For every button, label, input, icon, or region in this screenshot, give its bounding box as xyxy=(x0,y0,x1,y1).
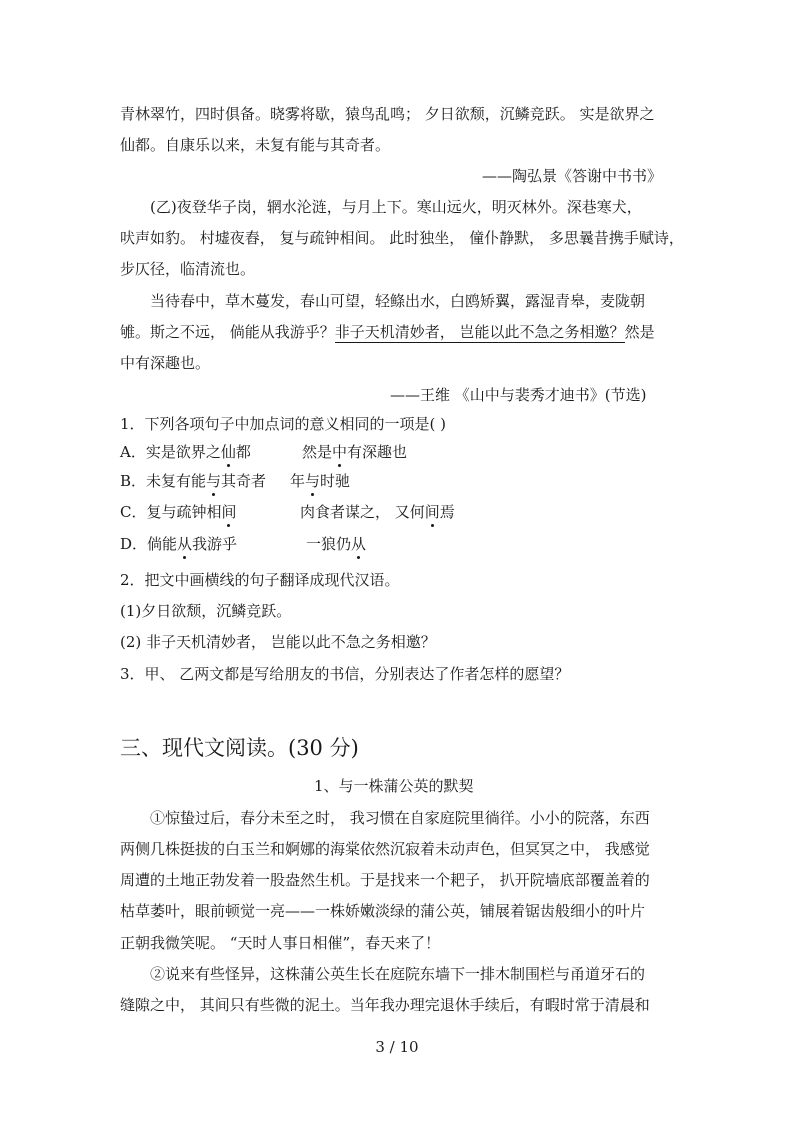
article-p2-line-2: 缝隙之中， 其间只有些微的泥土。当年我办理完退休手续后，有暇时常于清晨和 xyxy=(120,996,650,1014)
jia-source: ——陶弘景《答谢中书书》 xyxy=(482,167,663,185)
yi-line-1: (乙)夜登华子岗，辋水沦涟，与月上下。寒山远火，明灭林外。深巷寒犬， xyxy=(150,198,642,216)
section-heading: 三、现代文阅读。(30 分) xyxy=(120,736,359,760)
page-number: 3 / 10 xyxy=(375,1038,419,1056)
yi-source: ——王维 《山中与裴秀才迪书》(节选) xyxy=(390,386,647,404)
option-b-left xyxy=(120,471,266,491)
option-a-left xyxy=(120,442,251,462)
option-a2-dotted-char: 中 xyxy=(332,443,348,461)
article-title: 1、与一株蒲公英的默契 xyxy=(314,777,474,795)
option-d-dotted-char: 从 xyxy=(177,535,193,553)
yi-line-2: 吠声如豹。 村墟夜舂， 复与疏钟相间。 此时独坐， 僮仆静默， 多思曩昔携手赋诗， xyxy=(120,229,684,247)
option-d2-text: 一狼仍 xyxy=(306,535,352,553)
question-3: 3．甲、 乙两文都是写给朋友的书信，分别表达了作者怎样的愿望？ xyxy=(120,665,570,683)
article-p1-line-1: ①惊蛰过后，春分未至之时， 我习惯在自家庭院里徜徉。小小的院落，东西 xyxy=(150,809,650,827)
option-c-text: C．复与疏钟相 xyxy=(120,503,222,521)
option-b-text-end: 其奇者 xyxy=(221,472,267,490)
option-d-right xyxy=(306,534,366,554)
option-b2-dotted-char: 与 xyxy=(305,472,321,490)
question-1: 1．下列各项句子中加点词的意义相同的一项是( ) xyxy=(120,415,447,433)
jia-line-1: 青林翠竹，四时俱备。晓雾将歇，猿鸟乱鸣； 夕日欲颓，沉鳞竞跃。 实是欲界之 xyxy=(120,105,655,123)
option-d-text-end: 我游乎 xyxy=(192,535,238,553)
underlined-sentence: 非子天机清妙者， 岂能以此不急之务相邀？ xyxy=(334,323,625,341)
option-c-right xyxy=(300,502,455,522)
option-b2-text-end: 时驰 xyxy=(320,472,351,490)
option-d-left xyxy=(120,534,237,554)
yi-line-5-start: 雊。斯之不远， 倘能从我游乎？ xyxy=(120,323,335,341)
option-b-text: B．未复有能 xyxy=(120,472,207,490)
option-a-dotted-char: 仙 xyxy=(220,443,236,461)
option-a-right xyxy=(302,442,407,462)
yi-line-6: 中有深趣也。 xyxy=(120,354,211,372)
question-2-1: (1)夕日欲颓，沉鳞竞跃。 xyxy=(120,602,292,620)
option-c-dotted-char: 间 xyxy=(221,503,237,521)
option-b-right xyxy=(290,471,350,491)
article-p1-line-5: 正朝我微笑呢。 “天时人事日相催”，春天来了！ xyxy=(120,934,441,952)
option-a-text-end: 都 xyxy=(235,443,251,461)
option-a-text: A．实是欲界之 xyxy=(120,443,221,461)
article-p2-line-1: ②说来有些怪异，这株蒲公英生长在庭院东墙下一排木制围栏与甬道牙石的 xyxy=(150,965,646,983)
option-c2-dotted-char: 间 xyxy=(424,503,440,521)
option-c2-text: 肉食者谋之， 又何 xyxy=(300,503,425,521)
jia-line-2: 仙都。自康乐以来，未复有能与其奇者。 xyxy=(120,136,391,154)
article-p1-line-3: 周遭的土地正勃发着一股盎然生机。于是找来一个耙子， 扒开院墙底部覆盖着的 xyxy=(120,871,650,889)
option-a2-text-end: 有深趣也 xyxy=(347,443,408,461)
option-b-dotted-char: 与 xyxy=(206,472,222,490)
option-b2-text: 年 xyxy=(290,472,306,490)
yi-line-3: 步仄径，临清流也。 xyxy=(120,260,256,278)
option-c-left xyxy=(120,502,237,522)
option-c2-text-end: 焉 xyxy=(439,503,455,521)
yi-line-5-end: 然是 xyxy=(624,323,655,341)
option-d-text: D．倘能 xyxy=(120,535,178,553)
option-a2-text: 然是 xyxy=(302,443,333,461)
option-d2-dotted-char: 从 xyxy=(351,535,367,553)
yi-line-4: 当待春中，草木蔓发，春山可望，轻鲦出水，白鸥矫翼，露湿青皋，麦陇朝 xyxy=(150,292,646,310)
question-2-2: (2) 非子天机清妙者， 岂能以此不急之务相邀？ xyxy=(120,633,436,651)
question-2: 2．把文中画横线的句子翻译成现代汉语。 xyxy=(120,571,400,589)
article-p1-line-2: 两侧几株挺拔的白玉兰和婀娜的海棠依然沉寂着未动声色，但冥冥之中， 我感觉 xyxy=(120,840,650,858)
yi-line-5 xyxy=(120,322,655,342)
article-p1-line-4: 枯草萎叶，眼前顿觉一亮——一株娇嫩淡绿的蒲公英，铺展着锯齿般细小的叶片 xyxy=(120,902,646,920)
